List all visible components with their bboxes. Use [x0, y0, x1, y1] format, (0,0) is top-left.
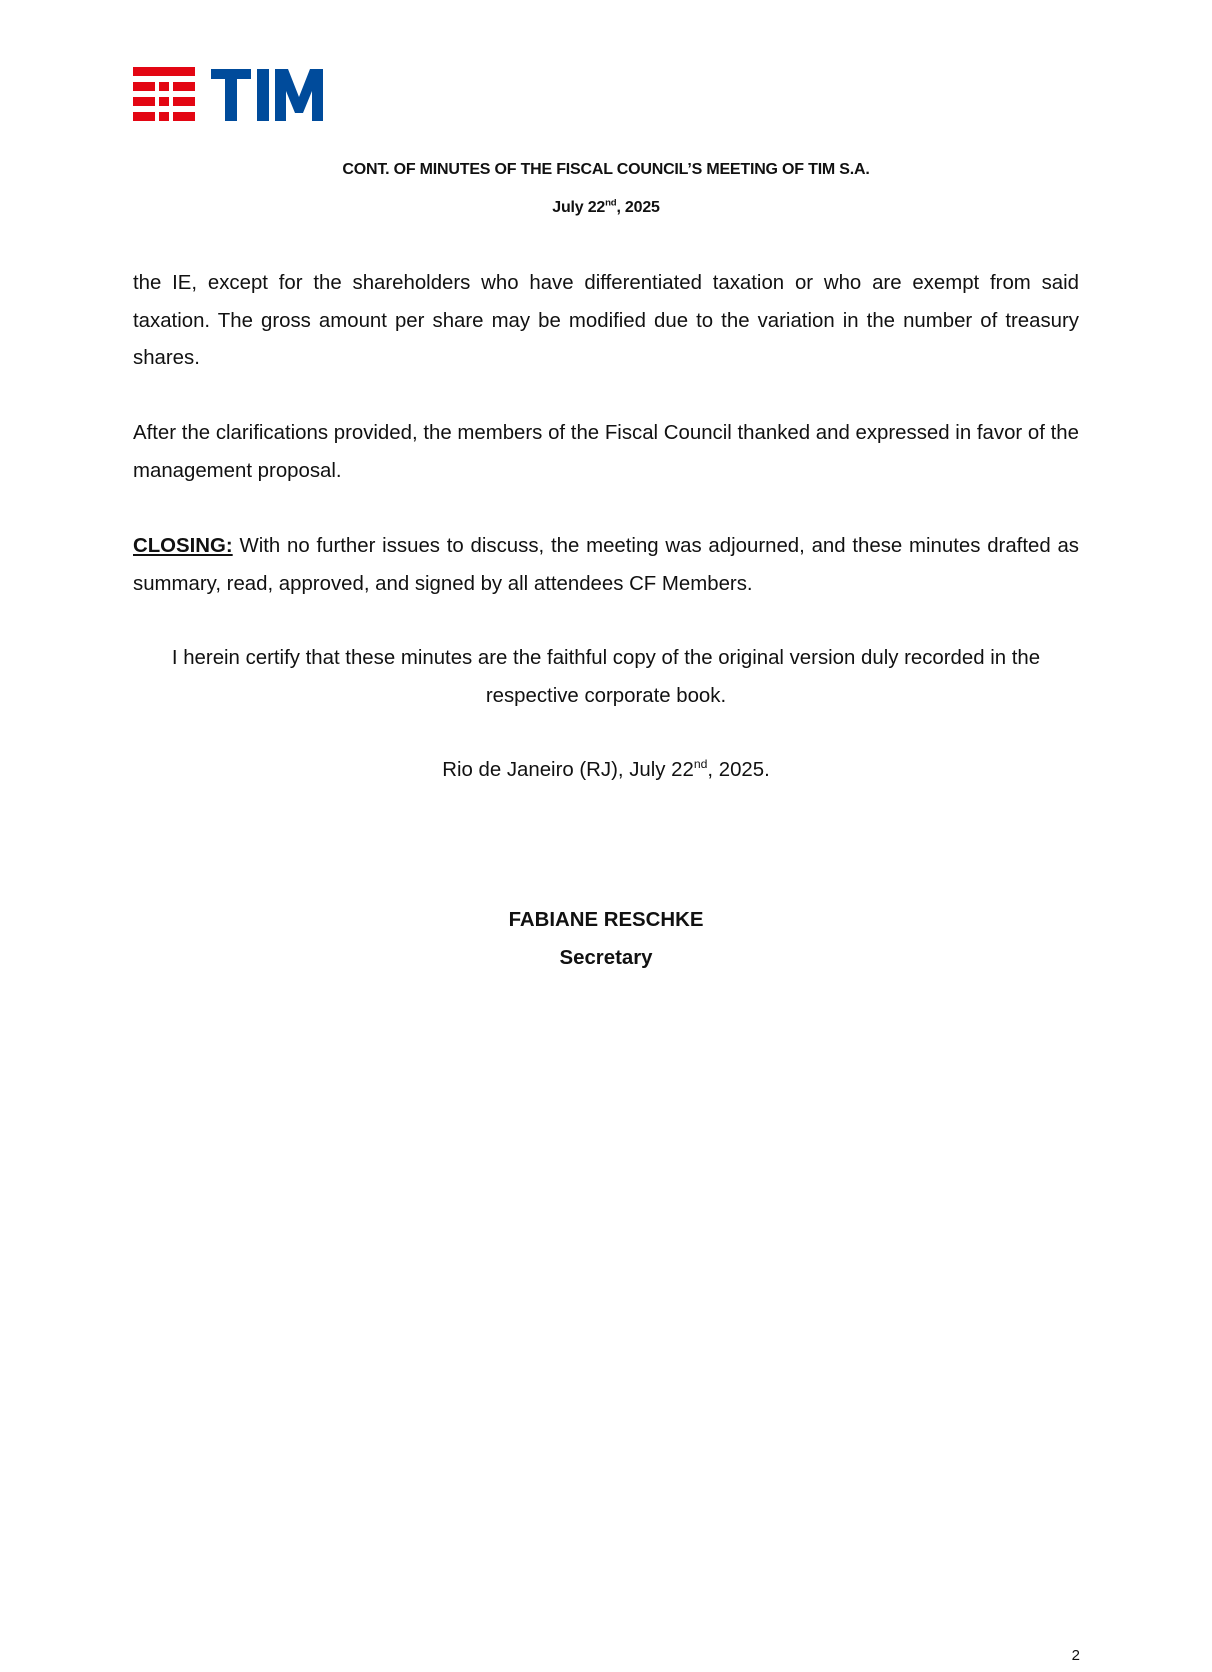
place-date-prefix: Rio de Janeiro (RJ), July 22 — [442, 759, 694, 781]
closing-label: CLOSING: — [133, 535, 233, 557]
closing-text: With no further issues to discuss, the meeting was adjourned, and these minutes drafted as summary, read, approved, and signed by all attendees CF Members. — [133, 535, 1079, 595]
tim-logo — [133, 67, 333, 123]
document-title: CONT. OF MINUTES OF THE FISCAL COUNCIL’S MEETING OF TIM S.A. — [342, 161, 870, 178]
place-and-date — [133, 752, 1079, 790]
signatory-role: Secretary — [559, 947, 653, 969]
date-year: , 2025 — [616, 199, 660, 216]
signatory-name: FABIANE RESCHKE — [508, 909, 704, 931]
tim-logo-graphic — [133, 67, 333, 123]
page-number: 2 — [1071, 1647, 1080, 1664]
date-prefix: July 22 — [552, 199, 606, 216]
date-ordinal: nd — [605, 197, 617, 209]
paragraph-taxation: the IE, except for the shareholders who have differentiated taxation or who are exempt from said taxation. The gross amount per share may be modified due to the variation in the number of treasury shares. — [133, 272, 1079, 369]
document-date — [133, 199, 1079, 217]
place-date-ordinal: nd — [693, 757, 708, 772]
paragraph-closing — [133, 528, 1079, 603]
place-date-year: , 2025. — [707, 759, 770, 781]
certification-statement: I herein certify that these minutes are the faithful copy of the original version duly recorded in the respective corporate book. — [171, 647, 1041, 707]
paragraph-clarifications: After the clarifications provided, the members of the Fiscal Council thanked and expressed in favor of the management proposal. — [133, 422, 1079, 482]
